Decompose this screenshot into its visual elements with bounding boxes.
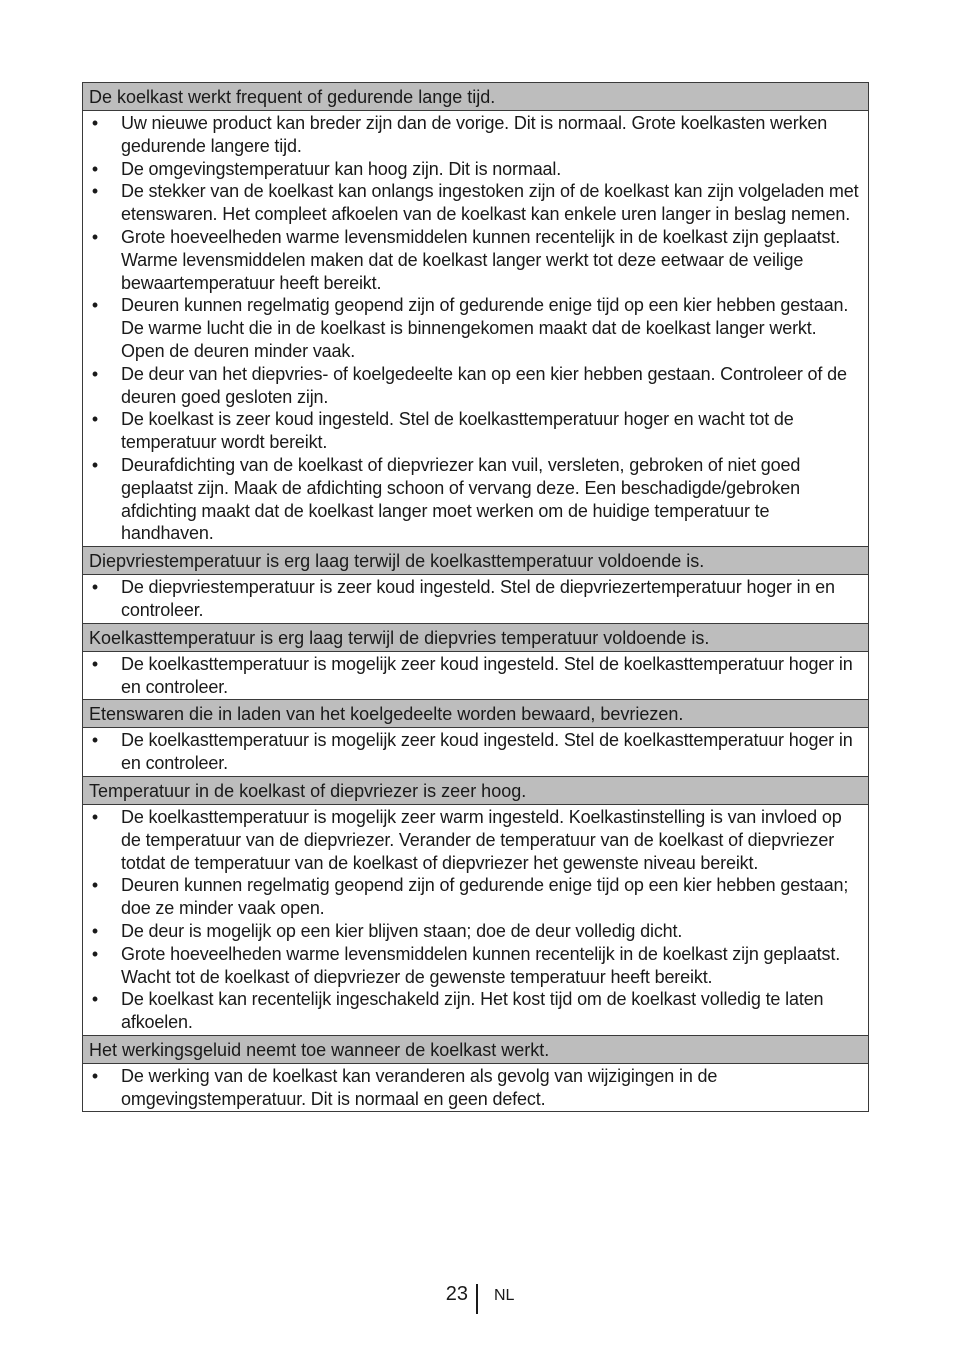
- list-item-text: De werking van de koelkast kan veranderen als gevolg van wijzigingen in de omgevingstemperatuur. Dit is normaal en geen defect.: [121, 1065, 718, 1109]
- section-header: Diepvriestemperatuur is erg laag terwijl de koelkasttemperatuur voldoende is.: [83, 547, 868, 575]
- bullet-icon: •: [91, 730, 99, 751]
- bullet-list: [83, 112, 864, 545]
- list-item: [83, 943, 864, 989]
- section-header: De koelkast werkt frequent of gedurende lange tijd.: [83, 83, 868, 111]
- list-item: [83, 180, 864, 226]
- section-body: [83, 111, 868, 547]
- section-body: [83, 1064, 868, 1112]
- section-header: Etenswaren die in laden van het koelgedeelte worden bewaard, bevriezen.: [83, 700, 868, 728]
- section-runs-long: [83, 83, 868, 547]
- bullet-icon: •: [91, 875, 99, 896]
- bullet-icon: •: [91, 113, 99, 133]
- bullet-icon: •: [91, 989, 99, 1010]
- list-item: [83, 294, 864, 362]
- list-item-text: De koelkasttemperatuur is mogelijk zeer koud ingesteld. Stel de koelkasttemperatuur hoger in en controleer.: [121, 653, 853, 697]
- troubleshooting-table: [82, 82, 869, 1112]
- list-item: [83, 226, 864, 294]
- section-header: Koelkasttemperatuur is erg laag terwijl de diepvries temperatuur voldoende is.: [83, 624, 868, 652]
- list-item: [83, 920, 864, 943]
- list-item: [83, 729, 864, 775]
- list-item: [83, 576, 864, 622]
- list-item-text: De koelkast kan recentelijk ingeschakeld zijn. Het kost tijd om de koelkast volledig te laten afkoelen.: [121, 989, 824, 1033]
- list-item-text: De koelkasttemperatuur is mogelijk zeer warm ingesteld. Koelkastinstelling is van invloed op de temperatuur van de diepvriezer. Verander de temperatuur van de koelkast of diepvriezer totdat de temperatuur van de koelkast of diepvriezer het gewenste niveau bereikt.: [121, 806, 842, 873]
- section-food-freezing: [83, 700, 868, 777]
- list-item: [83, 408, 864, 454]
- section-body: [83, 805, 868, 1036]
- list-item-text: Deuren kunnen regelmatig geopend zijn of gedurende enige tijd op een kier hebben gestaan. De warme lucht die in de koelkast is binnengekomen maakt dat de koelkast langer werkt. Open de deuren minder vaak.: [121, 295, 849, 361]
- bullet-icon: •: [91, 943, 99, 964]
- list-item: [83, 363, 864, 409]
- bullet-icon: •: [91, 806, 99, 827]
- list-item: [83, 806, 864, 874]
- bullet-icon: •: [91, 454, 99, 475]
- bullet-icon: •: [91, 363, 99, 384]
- list-item: [83, 454, 864, 545]
- section-freezer-too-cold: [83, 547, 868, 624]
- list-item-text: Deuren kunnen regelmatig geopend zijn of gedurende enige tijd op een kier hebben gestaan; doe ze minder vaak open.: [121, 875, 849, 919]
- bullet-list: [83, 729, 864, 775]
- bullet-icon: •: [91, 295, 99, 316]
- section-temperature-high: [83, 777, 868, 1036]
- page-footer: [0, 1280, 954, 1316]
- section-fridge-too-cold: [83, 624, 868, 701]
- footer-divider: [476, 1284, 478, 1314]
- bullet-icon: •: [91, 653, 99, 674]
- list-item-text: Uw nieuwe product kan breder zijn dan de vorige. Dit is normaal. Grote koelkasten werken gedurende langere tijd.: [121, 113, 828, 156]
- section-body: [83, 575, 868, 624]
- list-item: [83, 1065, 864, 1111]
- bullet-list: [83, 1065, 864, 1111]
- section-noise-increases: [83, 1036, 868, 1112]
- list-item-text: Deurafdichting van de koelkast of diepvriezer kan vuil, versleten, gebroken of niet goed geplaatst zijn. Maak de afdichting schoon of vervang deze. Een beschadigde/gebroken afdichting maakt dat de koelkast langer moet werken om de huidige temperatuur te handhaven.: [121, 454, 801, 544]
- bullet-icon: •: [91, 577, 99, 598]
- list-item-text: De omgevingstemperatuur kan hoog zijn. Dit is normaal.: [121, 158, 562, 179]
- list-item: [83, 158, 864, 181]
- bullet-icon: •: [91, 158, 99, 179]
- list-item: [83, 874, 864, 920]
- section-header: Temperatuur in de koelkast of diepvriezer is zeer hoog.: [83, 777, 868, 805]
- list-item-text: De koelkast is zeer koud ingesteld. Stel de koelkasttemperatuur hoger en wacht tot de temperatuur wordt bereikt.: [121, 409, 794, 453]
- list-item-text: De diepvriestemperatuur is zeer koud ingesteld. Stel de diepvriezertemperatuur hoger in en controleer.: [121, 577, 835, 620]
- list-item-text: De deur is mogelijk op een kier blijven staan; doe de deur volledig dicht.: [121, 920, 683, 941]
- bullet-icon: •: [91, 409, 99, 430]
- section-header: Het werkingsgeluid neemt toe wanneer de koelkast werkt.: [83, 1036, 868, 1064]
- language-code: NL: [494, 1287, 515, 1304]
- page-number: 23: [445, 1283, 468, 1305]
- bullet-icon: •: [91, 181, 99, 202]
- list-item-text: Grote hoeveelheden warme levensmiddelen kunnen recentelijk in de koelkast zijn geplaatst. Wacht tot de koelkast of diepvriezer de gewenste temperatuur heeft bereikt.: [121, 943, 841, 987]
- bullet-list: [83, 653, 864, 699]
- list-item-text: Grote hoeveelheden warme levensmiddelen kunnen recentelijk in de koelkast zijn geplaatst. Warme levensmiddelen maken dat de koelkast langer werkt tot deze eetwaar de veilige bewaartemperatuur heeft bereikt.: [121, 226, 841, 293]
- bullet-icon: •: [91, 1065, 99, 1086]
- list-item: [83, 653, 864, 699]
- section-body: [83, 652, 868, 701]
- list-item: [83, 988, 864, 1034]
- list-item-text: De koelkasttemperatuur is mogelijk zeer koud ingesteld. Stel de koelkasttemperatuur hoger in en controleer.: [121, 730, 853, 774]
- bullet-list: [83, 806, 864, 1034]
- section-body: [83, 728, 868, 777]
- bullet-icon: •: [91, 920, 99, 941]
- list-item-text: De stekker van de koelkast kan onlangs ingestoken zijn of de koelkast kan zijn volgeladen met etenswaren. Het compleet afkoelen van de koelkast kan enkele uren langer in beslag nemen.: [121, 181, 859, 225]
- list-item: [83, 112, 864, 158]
- bullet-icon: •: [91, 226, 99, 247]
- bullet-list: [83, 576, 864, 622]
- list-item-text: De deur van het diepvries- of koelgedeelte kan op een kier hebben gestaan. Controleer of de deuren goed gesloten zijn.: [121, 363, 847, 407]
